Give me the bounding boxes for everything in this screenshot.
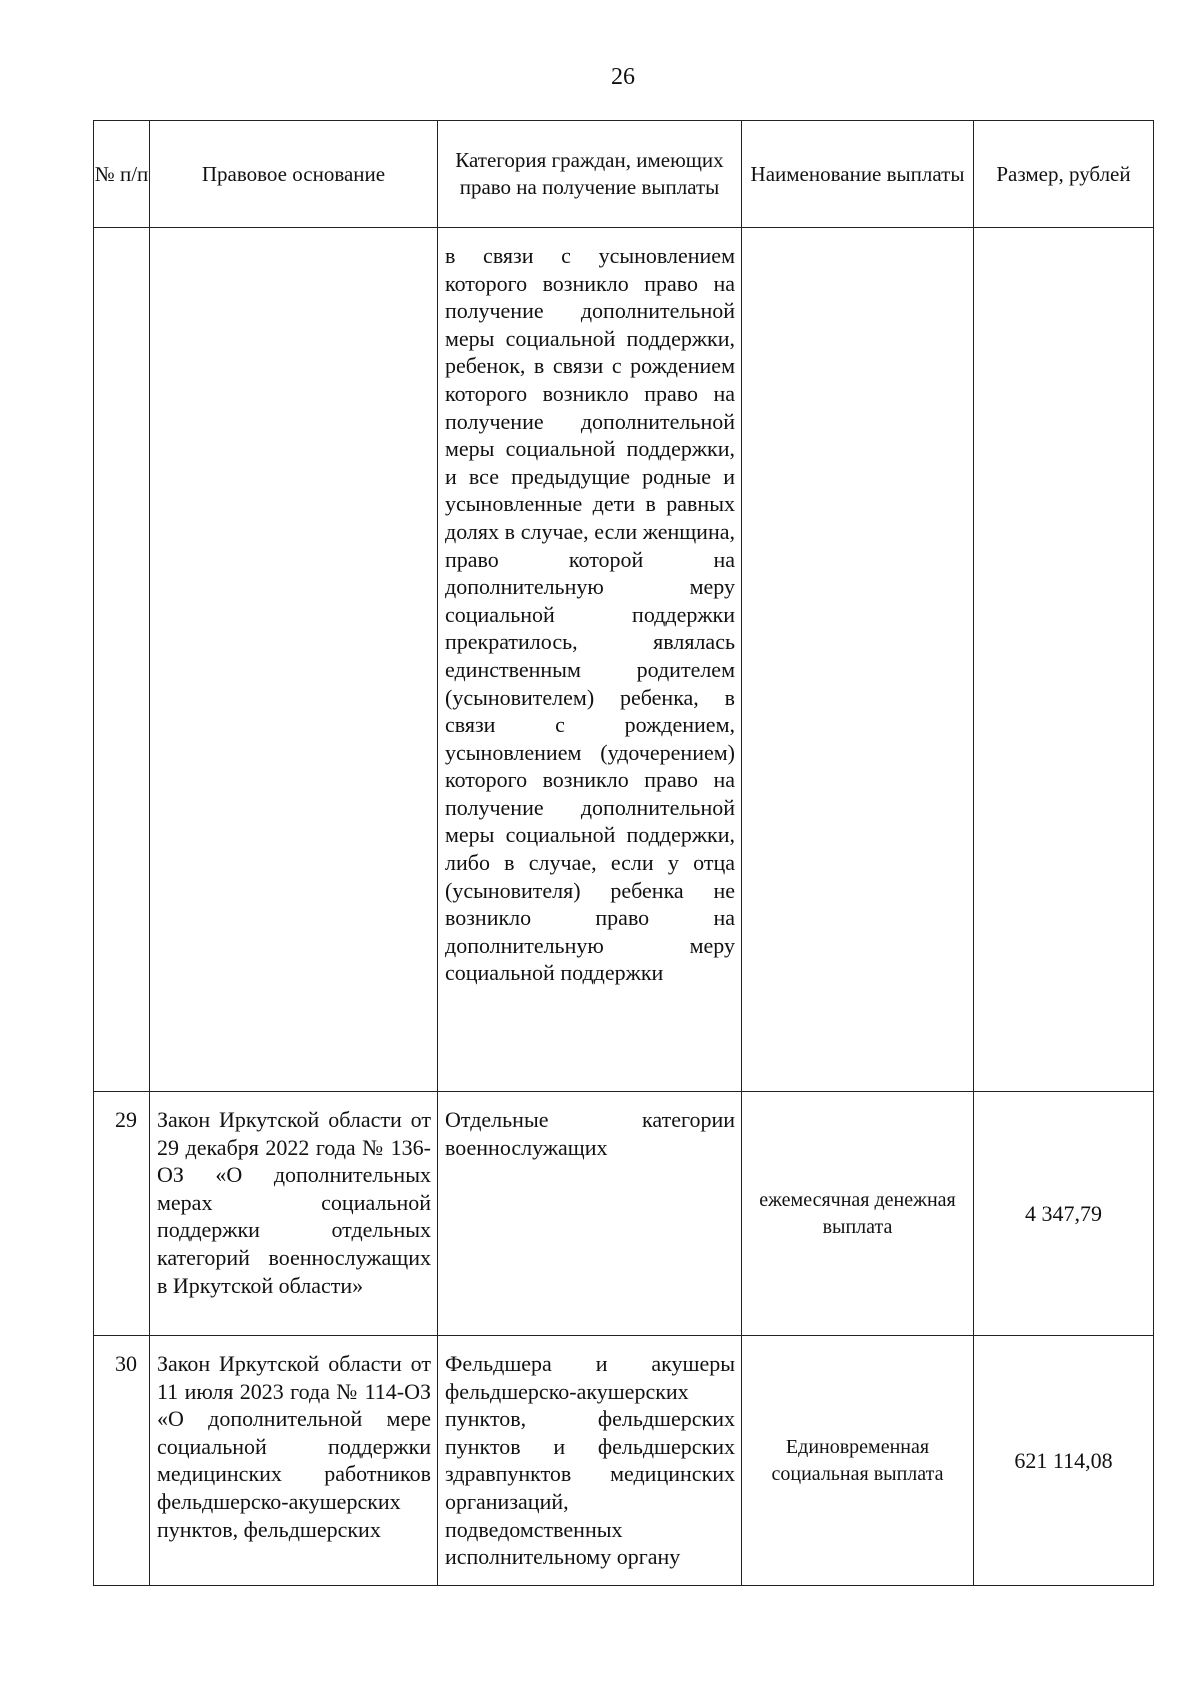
table-header-row [94, 121, 1154, 228]
row-amount: 4 347,79 [974, 1092, 1154, 1336]
header-basis: Правовое основание [150, 121, 438, 228]
row-number: 29 [94, 1092, 150, 1336]
table-row [94, 1092, 1154, 1336]
row-category: Фельдшера и акушеры фельдшерско-акушерских пунктов, фельдшерских пунктов и фельдшерских здравпунктов медицинских организаций, подведомственных исполнительному органу [438, 1336, 742, 1586]
continuation-category: в связи с усыновлением которого возникло право на получение дополнительной меры социальной поддержки, ребенок, в связи с рождением которого возникло право на получение дополнительной меры социальной поддержки, и все предыдущие родные и усыновленные дети в равных долях в случае, если женщина, право которой на дополнительную меру социальной поддержки прекратилось, являлась единственным родителем (усыновителем) ребенка, в связи с рождением, усыновлением (удочерением) которого возникло право на получение дополнительной меры социальной поддержки, либо в случае, если у отца (усыновителя) ребенка не возникло право на дополнительную меру социальной поддержки [438, 228, 742, 1092]
row-payment-name: ежемесячная денежная выплата [742, 1092, 974, 1336]
header-size: Размер, рублей [974, 121, 1154, 228]
payments-table [93, 120, 1154, 1586]
row-amount: 621 114,08 [974, 1336, 1154, 1586]
continuation-basis [150, 228, 438, 1092]
row-legal-basis: Закон Иркутской области от 11 июля 2023 года № 114-ОЗ «О дополнительной мере социальной поддержки медицинских работников фельдшерско-акушерских пунктов, фельдшерских [150, 1336, 438, 1586]
table-row [94, 1336, 1154, 1586]
continuation-num [94, 228, 150, 1092]
header-category: Категория граждан, имеющих право на получение выплаты [438, 121, 742, 228]
row-legal-basis: Закон Иркутской области от 29 декабря 2022 года № 136-ОЗ «О дополнительных мерах социальной поддержки отдельных категорий военнослужащих в Иркутской области» [150, 1092, 438, 1336]
row-number: 30 [94, 1336, 150, 1586]
row-payment-name: Единовременная социальная выплата [742, 1336, 974, 1586]
continuation-payment [742, 228, 974, 1092]
row-category: Отдельные категории военнослужащих [438, 1092, 742, 1336]
header-num: № п/п [94, 121, 150, 228]
continuation-amount [974, 228, 1154, 1092]
page-number: 26 [611, 64, 635, 90]
header-payment: Наименование выплаты [742, 121, 974, 228]
table-row-continuation [94, 228, 1154, 1092]
